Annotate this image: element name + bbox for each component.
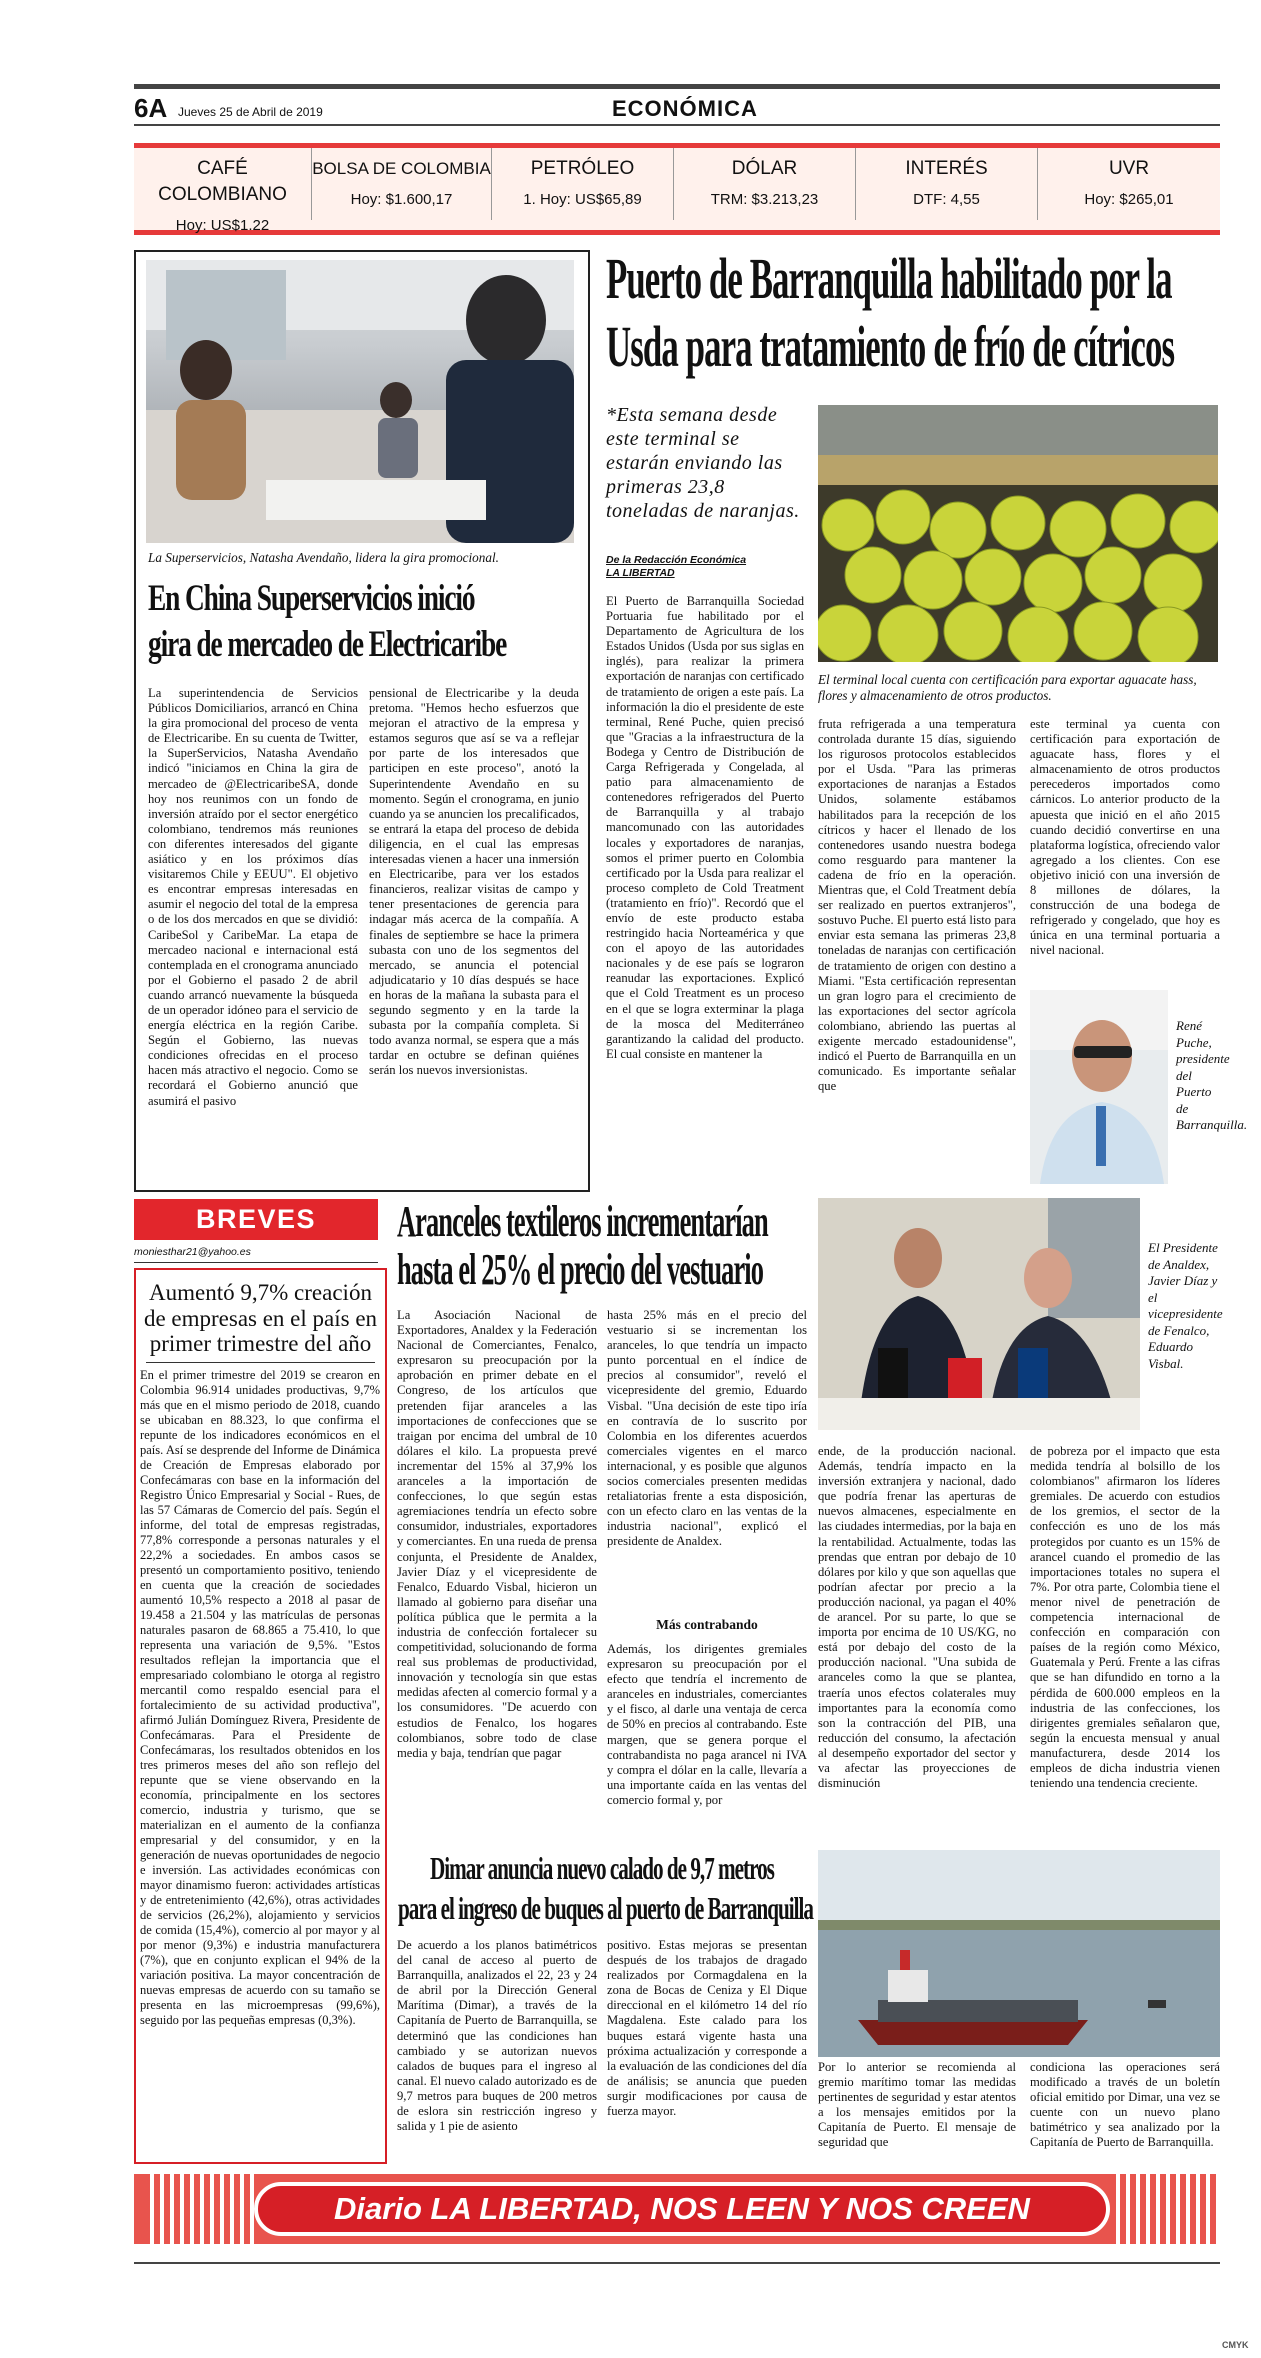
china-headline-line-2: gira de mercadeo de Electricaribe [148, 624, 507, 665]
china-column-1: La superintendencia de Servicios Públicos Domiciliarios, arrancó en China la gira promocional del proceso de venta de Electricaribe. En su cuenta de Twitter, la SuperServicios, Natasha Avendaño indicó "iniciamos en China la gira de mercadeo de @ElectricaribeSA, donde hoy nos reunimos con un fondo de inversión atraído por el sector energético colombiano, tendremos más reuniones con diferentes interesados del gigante asiático y en los próximos días visitaremos Chile y EEUU". El objetivo es encontrar empresas interesadas en asumir el negocio del total de la empresa o de los dos mercados en que se dividió: CaribeSol y CaribeMar. La etapa de mercadeo nacional e internacional está contemplada en el cronograma anunciado por el Gobierno el pasado 2 de abril cuando arrancó nuevamente la búsqueda de un operador idóneo para el servicio de energía eléctrica en la región Caribe. Según el Gobierno, las nuevas condiciones ofrecidas en el proceso hacen más atractivo el negocio. Como se recordará el Gobierno anunció que asumirá el pasivo [148, 686, 358, 1108]
breves-title: BREVES [195, 1204, 317, 1234]
ticker-cafe [134, 148, 312, 234]
header-top-rule [134, 84, 1220, 89]
puche-photo [1030, 990, 1168, 1184]
ticker-interes [856, 148, 1038, 220]
edition-date: Jueves 25 de Abril de 2019 [178, 105, 323, 119]
breves-email: moniesthar21@yahoo.es [134, 1246, 251, 1258]
ship-photo-image [818, 1850, 1220, 2057]
china-column-2: pensional de Electricaribe y la deuda pretoma. "Hemos hecho esfuerzos que mejoran el atractivo de la empresa y estamos seguros que así se va a reflejar por parte de los interesados que participen en este proceso", anotó la Superintendente Avendaño en su momento. Según el cronograma, en junio cuando ya se anuncien los precalificados, se entrará la etapa del proceso de debida diligencia, en el cual las empresas interesadas vienen a hacer una inmersión en Electricaribe, para ver los estados financieros, realizar visitas de campo y tener presentaciones de gerencia para indagar más acerca de la compañía. A finales de septiembre se hace la primera subasta con uno de los segmentos del mercado, se anuncia el potencial adjudicatario y 10 días después se hace en horas de la mañana la subasta para el segundo segmento y en la tarde la subasta por la compañía completa. Si todo avanza normal, se espera que a más tardar en octubre se definan quiénes serán los nuevos inversionistas. [369, 686, 579, 1078]
breves-body: En el primer trimestre del 2019 se crearon en Colombia 96.914 unidades productivas, 9,7% más que en el mismo periodo de 2018, cuando se ubicaban en 88.323, lo que confirma el repunte de los indicadores económicos en el país. Así se desprende del Informe de Dinámica de Creación de Empresas elaborado por Confecámaras con base en la información del Registro Único Empresarial y Social - Rues, de las 57 Cámaras de Comercio del país. Según el informe, del total de empresas registradas, 77,8% corresponde a personas naturales y el 22,2% a sociedades. En ambos casos se presentó un comportamiento positivo, teniendo en cuenta que la creación de sociedades aumentó 10,5% respecto a 2018 al pasar de 19.458 a 21.504 y las matrículas de personas naturales pasaron de 68.865 a 75.410, lo que representa una variación de 9,5%. "Estos resultados reflejan la importancia que el empresariado colombiano le otorga al registro mercantil como respaldo esencial para el fortalecimiento de su actividad productiva", afirmó Julián Domínguez Rivera, Presidente de Confecámaras. Para el Presidente de Confecámaras, los resultados obtenidos en los tres primeros meses del año son reflejo del repunte que se viene observando en la economía, principalmente en los sectores comercio, industria y turismo, que se materializan en el aumento de la confianza empresarial y del consumidor, y en la generación de nuevas oportunidades de negocio e inversión. Las actividades económicas con mayor dinamismo fueron: actividades artísticas y de entretenimiento (42,6%), otras actividades de servicios (26,2%), alojamiento y servicios de comida (15,4%), comercio al por mayor y al por menor (9,3%) e industria manufacturera (7%), que en conjunto explican el 94% de la variación positiva. La mayor concentración de nuevas empresas de acuerdo con su tamaño se presenta en las microempresas (99,6%), seguido por las pequeñas empresas (0,3%). [140, 1368, 380, 2027]
meeting-photo [146, 260, 574, 543]
ticker-value: Hoy: US$1.22 [175, 217, 270, 234]
aranceles-headline-line-1: Aranceles textileros incrementarían [397, 1197, 768, 1246]
banner-pill [254, 2182, 1110, 2236]
oranges-photo [818, 405, 1218, 662]
ticker-value: TRM: $3.213,23 [710, 191, 819, 208]
dimar-headline-line-1: Dimar anuncia nuevo calado de 9,7 metros [430, 1850, 774, 1886]
ticker-dolar [674, 148, 856, 220]
breves-headline: Aumentó 9,7% creación de empresas en el país en primer trimestre del año [143, 1280, 378, 1356]
china-headline-line-1: En China Superservicios inició [148, 578, 475, 619]
ticker-value: 1. Hoy: US$65,89 [523, 191, 642, 208]
page-number: 6A [134, 93, 168, 123]
puerto-headline-line-2: Usda para tratamiento de frío de cítricos [606, 314, 1175, 379]
ship-photo [818, 1850, 1220, 2057]
oranges-caption: El terminal local cuenta con certificación para exportar aguacate hass, flores y almacenamiento de otros productos. [818, 672, 1197, 703]
ticker-label: PETRÓLEO [530, 158, 635, 179]
puerto-headline-line-1: Puerto de Barranquilla habilitado por la [606, 246, 1172, 311]
aranceles-column-1: La Asociación Nacional de Exportadores, Analdex y la Federación Nacional de Comerciantes, Fenalco, expresaron su preocupación por la aprobación en primer debate en el Congreso, de los artículos que pretenden fijar aranceles a las importaciones de confecciones que se traigan por encima del umbral de 10 dólares el kilo. La propuesta prevé incrementar del 15% al 37,9% los aranceles a la importación de confecciones, lo que según estas agremiaciones tendría un efecto sobre consumidor, industriales, exportadores y comerciantes. En una rueda de prensa conjunta, el Presidente de Analdex, Javier Díaz y el vicepresidente de Fenalco, Eduardo Visbal, hicieron un llamado al gobierno para diseñar una política pública que le permita a la industria de confección fortalecer su competitividad, solucionando de forma real sus problemas de productividad, innovación y tecnología sin que estas medidas afecten al comercio formal y a los consumidores. "De acuerdo con estudios de Fenalco, los hogares colombianos, sobre todo de clase media y baja, tendrían que pagar [397, 1308, 597, 1760]
ticker-label: DÓLAR [731, 158, 798, 179]
bottom-banner [134, 2174, 1220, 2244]
ticker-uvr [1038, 148, 1220, 220]
puerto-column-1: El Puerto de Barranquilla Sociedad Portuaria fue habilitado por el Departamento de Agricultura de los Estados Unidos (Usda por sus siglas en inglés), para realizar la primera exportación de naranjas con certificado de tratamiento de origen a este país. La información la dio el presidente de este terminal, René Puche, quien precisó que "Gracias a la infraestructura de la Bodega y Centro de Distribución de Carga Refrigerada y Congelada, al patio para almacenamiento de contenedores refrigerados del Puerto de Barranquilla y al trabajo mancomunado con las autoridades locales y exportadores de naranjas, somos el primer puerto en Colombia certificado por la Usda para realizar el proceso completo de Cold Treatment (tratamiento en frío)". Recordó que el envío de este producto estaba restringido hacia Norteamérica y que con el apoyo de las autoridades nacionales y de ese país se lograron reanudar las exportaciones. Explicó que el Cold Treatment es un proceso en el que se logra exterminar la plaga de la mosca del Mediterráneo garantizando la calidad del producto. El cual consiste en mantener la [606, 594, 804, 1061]
aranceles-column-2b: Además, los dirigentes gremiales expresaron su preocupación por el efecto que tendría el incremento de aranceles en industriales, comerciantes y el fisco, al darle una ventaja de cerca de 50% en precios al contrabando. Este margen, que se genera porque el contrabandista no paga arancel ni IVA y compra el dólar en la calle, llevaría a una importante caída en las ventas del comercio formal y, por [607, 1642, 807, 1807]
ticker-value: Hoy: $265,01 [1084, 191, 1174, 208]
aranceles-column-2a: hasta 25% más en el precio del vestuario si se incrementan los aranceles, lo que tendría un impacto punto porcentual en el índice de precios al consumidor", reveló el vicepresidente del gremio, Eduardo Visbal. "Una decisión de este tipo iría en contravía de lo suscrito por Colombia en los diferentes acuerdos comerciales vigentes en el marco internacional, y es posible que algunos socios comerciales presenten medidas retaliatorias frente a esta disposición, con un efecto claro en las ventas de la industria nacional", explicó el presidente de Analdex. [607, 1308, 807, 1549]
press-conference-caption: El Presidente de Analdex, Javier Díaz y el vicepresidente de Fenalco, Eduardo Visbal. [1148, 1240, 1223, 1371]
aranceles-headline-line-2: hasta el 25% el precio del vestuario [397, 1245, 763, 1294]
aranceles-column-3: ende, de la producción nacional. Además, tendría impacto en la inversión extranjera y nacional, dado que podría frenar las aperturas de nuevos almacenes, especialmente en las ciudades intermedias, por la baja en la rentabilidad. Actualmente, todas las prendas que entran por debajo de 10 dólares por kilo y que son aquellas que podrían afectar por precio a la producción nacional, ya pagan el 40% de arancel. Por su parte, lo que se importa por encima de 10 US/KG, no está por debajo del costo de la producción nacional. "Una subida de aranceles como la que se plantea, traería unos efectos colaterales muy importantes para la economía como son la contracción del PIB, una reducción del consumo, la afectación al desempeño exportador del sector y va afectar las proyecciones de disminución [818, 1444, 1016, 1791]
banner-stripe-right [1110, 2174, 1220, 2244]
ticker-value: Hoy: $1.600,17 [350, 191, 453, 208]
header-bottom-rule [134, 124, 1220, 126]
puerto-column-3: este terminal ya cuenta con certificación para exportación de aguacate hass, flores y el almacenamiento de otros productos perecederos importados como cárnicos. Lo anterior producto de la apuesta que inició en el año 2015 cuando decidió convertirse en una plataforma logística, ofreciendo valor agregado a los clientes. Con ese objetivo inició con una inversión de 8 millones de dólares, la construcción de una bodega de refrigerado y congelado, que hoy es única en una terminal portuaria a nivel nacional. [1030, 717, 1220, 958]
dimar-headline-line-2: para el ingreso de buques al puerto de Barranquilla [398, 1890, 813, 1926]
aranceles-subhead: Más contrabando [656, 1617, 758, 1632]
banner-text: Diario LA LIBERTAD, NOS LEEN Y NOS CREEN [334, 2191, 1030, 2226]
ticker-label: UVR [1108, 158, 1150, 179]
puerto-byline-2: LA LIBERTAD [606, 567, 675, 579]
banner-stripe-left [144, 2174, 254, 2244]
dimar-column-3: Por lo anterior se recomienda al gremio marítimo tomar las medidas pertinentes de seguridad y estar atentos a los mensajes emitidos por la Capitanía de Puerto. El mensaje de seguridad que [818, 2060, 1016, 2150]
ticker-petroleo [492, 148, 674, 220]
ticker-label: BOLSA DE COLOMBIA [312, 159, 491, 178]
puerto-column-2: fruta refrigerada a una temperatura controlada durante 15 días, siguiendo los rigurosos protocolos establecidos por el Usda. "Para las primeras exportaciones de naranjas a Estados Unidos, solamente estábamos habilitados para la recepción de los cítricos y hacer el llenado de los contenedores usando nuestra bodega como resguardo para mantener la cadena de frío en la operación. Mientras que, el Cold Treatment debía ser realizado en puertos extranjeros", sostuvo Puche. El puerto está listo para enviar esta semana las primeras 23,8 toneladas de naranjas con certificación de tratamiento de origen con destino a Miami. "Esta certificación representan un gran logro para el crecimiento de las exportaciones del sector agrícola colombiano, abriendo las puertas al exigente mercado estadounidense", indicó el Puerto de Barranquilla en un comunicado. Es importante señalar que [818, 717, 1016, 1094]
cmyk-mark: CMYK [1222, 2340, 1249, 2350]
press-conference-photo-image [818, 1198, 1140, 1430]
puche-photo-image [1030, 990, 1168, 1184]
ticker-label: CAFÉ COLOMBIANO [158, 158, 287, 205]
oranges-photo-image [818, 405, 1218, 662]
puche-caption: René Puche, presidente del Puerto de Barranquilla. [1176, 1018, 1248, 1132]
ticker-label: INTERÉS [905, 158, 988, 179]
footer-rule [134, 2262, 1220, 2264]
breves-title-bar [134, 1199, 378, 1240]
puerto-lead: *Esta semana desde este terminal se estarán enviando las primeras 23,8 toneladas de naranjas. [606, 404, 800, 522]
dimar-column-4: condiciona las operaciones será modificado a través de un boletín oficial emitido por Dimar, una vez se cuente con un nuevo plano batimétrico y sea analizado por la Capitanía de Puerto de Barranquilla. [1030, 2060, 1220, 2150]
dimar-column-1: De acuerdo a los planos batimétricos del canal de acceso al puerto de Barranquilla, analizados el 22, 23 y 24 de abril por la Dirección General Marítima (Dimar), a través de la Capitanía de Puerto de Barranquilla, se determinó que las condiciones han cambiado y se autorizan nuevos calados de buques para el ingreso al canal. El nuevo calado autorizado es de 9,7 metros para buques de 200 metros de eslora sin restricción ingreso y salida y 1 pie de asiento [397, 1938, 597, 2134]
china-photo-caption: La Superservicios, Natasha Avendaño, lidera la gira promocional. [148, 550, 499, 565]
dimar-column-2: positivo. Estas mejoras se presentan después de los trabajos de dragado realizados por Cormagdalena en la zona de Bocas de Ceniza y El Dique direccional en el kilómetro 14 del río Magdalena. Este calado para los buques estará vigente hasta una próxima actualización y corresponde a la evaluación de las condiciones del día de análisis; se anuncia que pueden surgir modificaciones por causa de fuerza mayor. [607, 1938, 807, 2119]
breves-headline-rule [146, 1362, 375, 1363]
puerto-byline-1: De la Redacción Económica [606, 554, 747, 566]
ticker-value: DTF: 4,55 [913, 191, 980, 208]
press-conference-photo [818, 1198, 1140, 1430]
section-title: ECONÓMICA [612, 96, 758, 121]
aranceles-column-4: de pobreza por el impacto que esta medida tendría al bolsillo de los colombianos" afirmaron los líderes gremiales. De acuerdo con estudios de los gremios, el sector de la confección es uno de los más protegidos por cuanto es un 15% de arancel cuando el promedio de las importaciones totales no supera el 7%. Por otra parte, Colombia tiene el menor nivel de penetración de competencia internacional de confección en comparación con países de la región como México, Guatemala y Perú. Frente a las cifras que se han difundido en torno a la pérdida de 600.000 empleos en la industria de las confecciones, los dirigentes gremiales señalaron que, según la encuesta mensual y anual manufacturera, desde 2014 los empleos de dicha industria vienen teniendo una tendencia creciente. [1030, 1444, 1220, 1791]
ticker-bolsa [312, 148, 492, 220]
ticker-bar [134, 143, 1220, 235]
meeting-photo-image [146, 260, 574, 543]
breves-email-rule [134, 1262, 378, 1263]
